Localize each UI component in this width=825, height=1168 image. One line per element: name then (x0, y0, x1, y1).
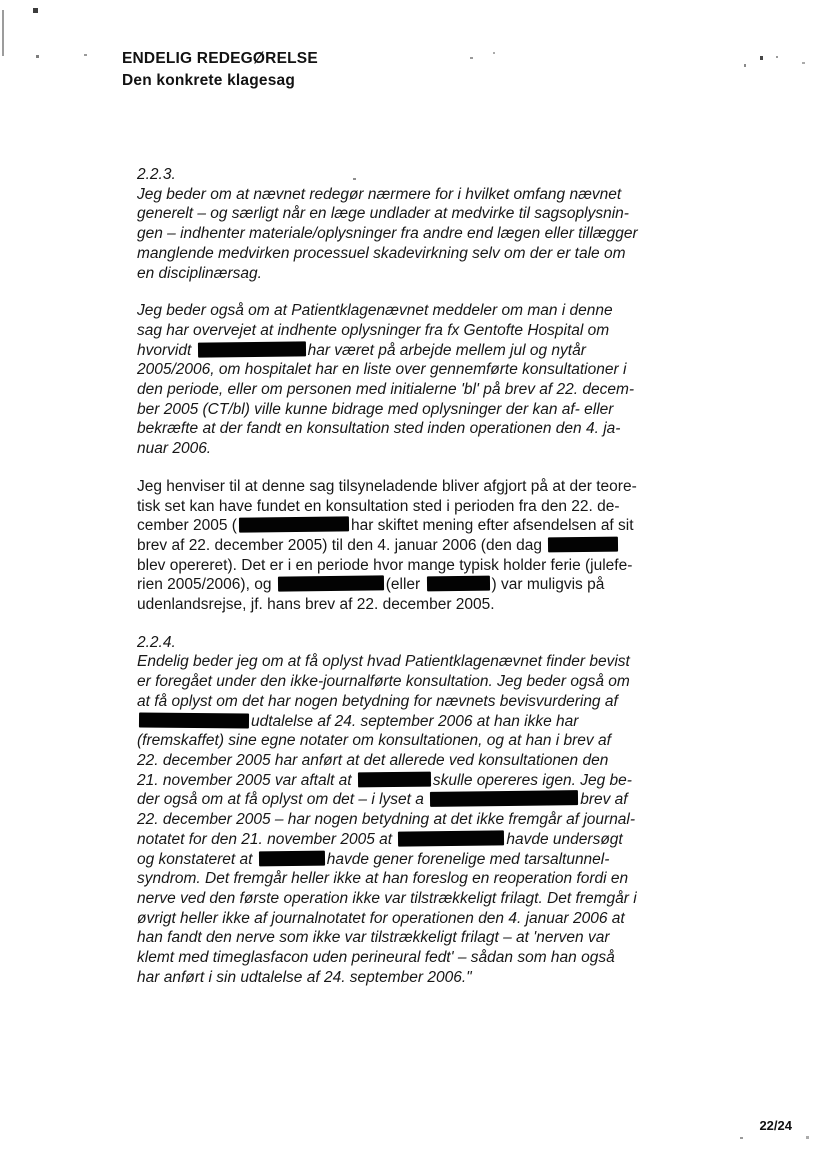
text-run: har skiftet mening efter afsendelsen af sit (350, 517, 634, 535)
redaction-box (426, 576, 489, 592)
scan-speck (84, 54, 87, 56)
text-line (137, 341, 697, 361)
text-line (137, 909, 697, 929)
text-line (137, 165, 697, 185)
header-subtitle: Den konkrete klagesag (122, 72, 296, 89)
text-line (137, 850, 697, 870)
text-line (137, 889, 697, 909)
text-line (137, 477, 697, 497)
text-run: syndrom. Det fremgår heller ikke at han foreslog en reoperation fordi en (137, 870, 629, 888)
text-run: udenlandsrejse, jf. hans brev af 22. december 2005. (137, 596, 495, 614)
text-line (137, 224, 697, 244)
text-run: rien 2005/2006), og (137, 576, 276, 594)
text-run: nuar 2006. (137, 440, 212, 458)
text-run: havde undersøgt (506, 830, 623, 848)
text-run: øvrigt heller ikke af journalnotatet for operationen den 4. januar 2006 at (137, 909, 625, 927)
text-line (137, 652, 697, 672)
text-run: har været på arbejde mellem jul og nytår (307, 341, 586, 359)
text-run: den periode, eller om personen med initialerne 'bl' på brev af 22. decem- (137, 381, 635, 399)
text-run: brev af 22. december 2005) til den 4. januar 2006 (den dag (137, 536, 547, 554)
text-run: klemt med timeglasfacon uden perineural fedt' – sådan som han også (137, 949, 615, 967)
text-line (137, 400, 697, 420)
text-line (137, 595, 697, 615)
redaction-box (198, 341, 306, 357)
text-run: notatet for den 21. november 2005 at (137, 830, 397, 848)
paragraph (137, 652, 697, 987)
scan-speck (33, 8, 38, 13)
text-run: udtalelse af 24. september 2006 at han ikke har (251, 712, 579, 730)
text-run: er foregået under den ikke-journalførte konsultation. Jeg beder også om (137, 673, 630, 691)
section-heading (137, 165, 697, 185)
text-line (137, 712, 697, 732)
text-line (137, 633, 697, 653)
text-run: nerve ved den første operation ikke var tilstrækkeligt frilagt. Det fremgår i (137, 889, 637, 907)
text-run: (eller (385, 576, 425, 594)
text-run: skulle opereres igen. Jeg be- (432, 771, 632, 789)
text-run: (fremskaffet) sine egne notater om konsultationen, og at han i brev af (137, 732, 611, 750)
scan-speck (353, 178, 356, 180)
text-line (137, 948, 697, 968)
text-run: havde gener forenelige med tarsaltunnel- (326, 850, 610, 868)
text-run: 21. november 2005 var aftalt at (137, 771, 356, 789)
text-line (137, 810, 697, 830)
scan-speck (806, 1136, 809, 1139)
page-number: 22/24 (759, 1118, 792, 1133)
redaction-box (259, 850, 325, 866)
redaction-box (430, 790, 578, 807)
text-run: 2.2.3. (137, 166, 176, 183)
text-run: ) var muligvis på (491, 576, 605, 594)
redaction-box (398, 830, 504, 846)
text-run: blev opereret). Det er i en periode hvor mange typisk holder ferie (julefe- (137, 556, 633, 574)
scan-speck (744, 64, 746, 67)
text-line (137, 575, 697, 595)
text-line (137, 380, 697, 400)
text-line (137, 928, 697, 948)
text-line (137, 185, 697, 205)
text-run: cember 2005 ( (137, 517, 237, 535)
scan-speck (493, 52, 495, 54)
document-body (137, 165, 697, 1005)
text-line (137, 204, 697, 224)
text-run: der også om at få oplyst om det – i lyset a (137, 791, 429, 809)
text-line (137, 264, 697, 284)
text-run: tisk set kan have fundet en konsultation sted i perioden fra den 22. de- (137, 497, 620, 515)
text-line (137, 731, 697, 751)
scan-speck (36, 55, 39, 58)
scan-speck (470, 57, 473, 59)
text-line (137, 869, 697, 889)
text-line (137, 244, 697, 264)
text-line (137, 968, 697, 988)
redaction-box (278, 576, 384, 592)
text-line (137, 751, 697, 771)
scan-speck (760, 56, 763, 60)
text-line (137, 830, 697, 850)
text-run: ber 2005 (CT/bl) ville kunne bidrage med oplysninger der kan af- eller (137, 400, 614, 418)
redaction-box (139, 712, 249, 728)
text-run: sag har overvejet at indhente oplysninger fra fx Gentofte Hospital om (137, 321, 610, 339)
document-header (122, 48, 318, 92)
scan-speck (776, 56, 778, 58)
section-heading (137, 633, 697, 653)
text-run: manglende medvirken processuel skadevirkning selv om der er tale om (137, 244, 626, 262)
text-run: har anført i sin udtalelse af 24. september 2006." (137, 968, 472, 986)
text-line (137, 516, 697, 536)
redaction-box (239, 517, 349, 533)
text-run: en disciplinærsag. (137, 264, 262, 282)
scan-speck (802, 62, 805, 64)
header-title: ENDELIG REDEGØRELSE (122, 50, 318, 67)
text-run: gen – indhenter materiale/oplysninger fra andre end lægen eller tillægger (137, 225, 638, 243)
text-line (137, 301, 697, 321)
text-line (137, 439, 697, 459)
paragraph (137, 185, 697, 284)
text-line (137, 360, 697, 380)
text-run: Jeg beder også om at Patientklagenævnet meddeler om man i denne (137, 302, 613, 320)
scan-speck (740, 1137, 743, 1139)
text-run: brev af (580, 791, 628, 809)
text-run: 2005/2006, om hospitalet har en liste over gennemførte konsultationer i (137, 361, 627, 379)
text-run: Jeg beder om at nævnet redegør nærmere for i hvilket omfang nævnet (137, 185, 622, 203)
text-run: generelt – og særligt når en læge undlader at medvirke til sagsoplysnin- (137, 205, 629, 223)
text-run: at få oplyst om det har nogen betydning for nævnets bevisvurdering af (137, 692, 618, 710)
redaction-box (358, 771, 431, 787)
text-run: bekræfte at der fandt en konsultation sted inden operationen den 4. ja- (137, 420, 621, 438)
text-run: Jeg henviser til at denne sag tilsyneladende bliver afgjort på at der teore- (137, 477, 637, 495)
text-line (137, 790, 697, 810)
redaction-box (548, 537, 618, 553)
text-line (137, 497, 697, 517)
text-line (137, 536, 697, 556)
text-line (137, 419, 697, 439)
scan-speck (2, 10, 4, 56)
text-run: han fandt den nerve som ikke var tilstrækkeligt frilagt – at 'nerven var (137, 929, 610, 947)
text-run: hvorvidt (137, 341, 196, 359)
text-run: 22. december 2005 – har nogen betydning at det ikke fremgår af journal- (137, 811, 636, 829)
text-run: 22. december 2005 har anført at det allerede ved konsultationen den (137, 751, 609, 769)
paragraph (137, 477, 697, 615)
text-line (137, 321, 697, 341)
text-run: 2.2.4. (137, 633, 176, 651)
text-run: og konstateret at (137, 850, 257, 868)
paragraph (137, 301, 697, 459)
text-line (137, 556, 697, 576)
text-line (137, 771, 697, 791)
text-line (137, 692, 697, 712)
text-run: Endelig beder jeg om at få oplyst hvad Patientklagenævnet finder bevist (137, 653, 630, 671)
text-line (137, 672, 697, 692)
